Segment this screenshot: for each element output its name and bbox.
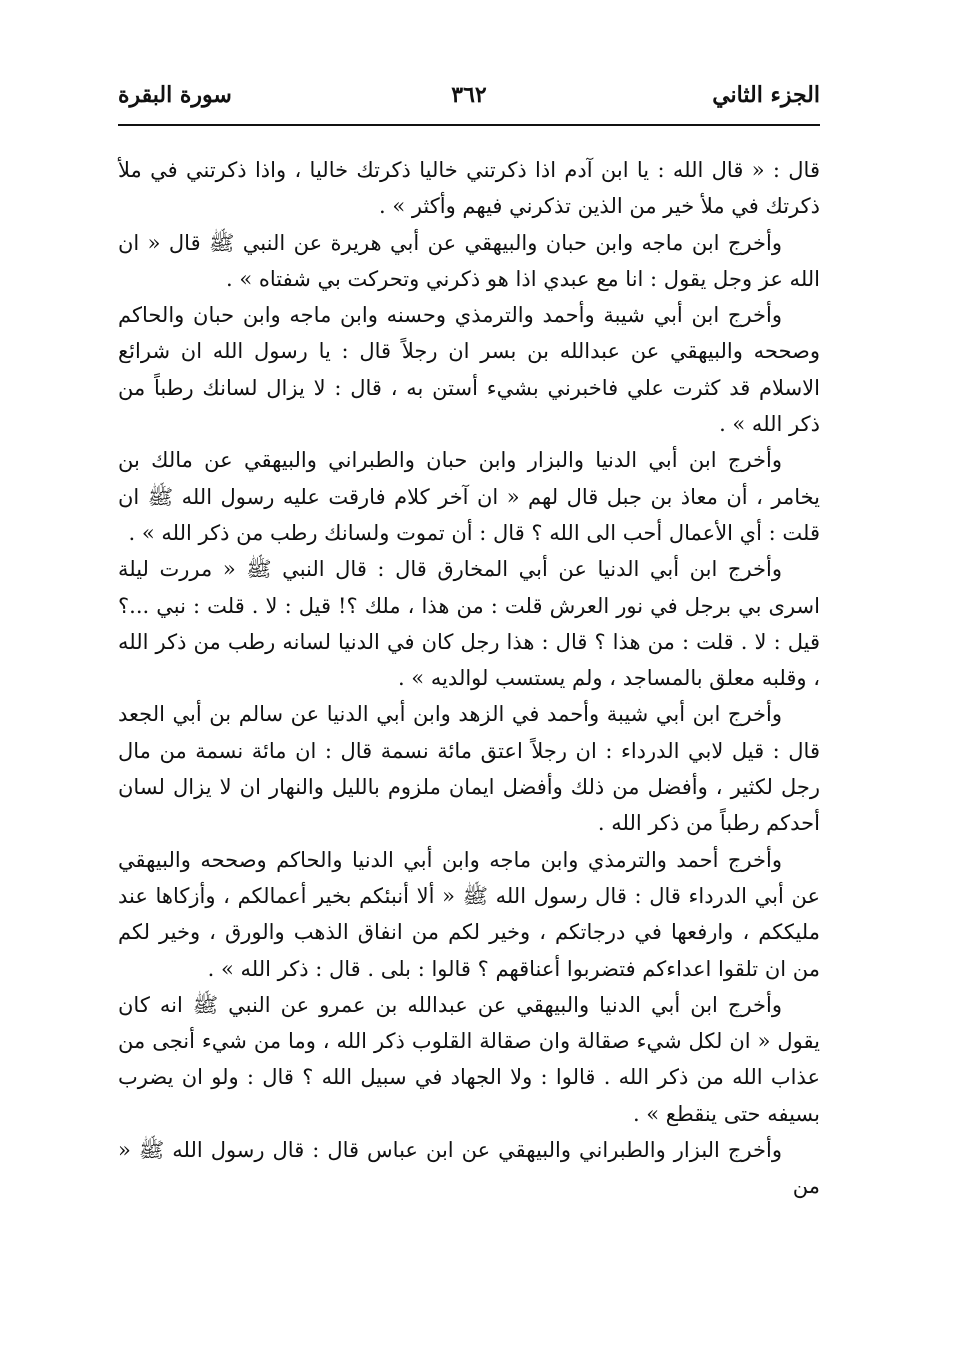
surah-title: سورة البقرة (118, 82, 232, 108)
header-divider (118, 124, 820, 126)
paragraph: وأخرج ابن أبي الدنيا والبيهقي عن عبدالله بن عمرو عن النبي ﷺ انه كان يقول « ان لكل شيء صقالة وان صقالة القلوب ذكر الله ، وما من شيء أنجى من عذاب الله من ذكر الله . قالوا : ولا الجهاد في سبيل الله ؟ قال : ولو ان يضرب بسيفه حتى ينقطع » . (118, 992, 820, 1126)
paragraph: وأخرج ابن أبي الدنيا عن أبي المخارق قال : قال النبي ﷺ « مررت ليلة اسرى بي برجل في نور العرش قلت : من هذا ، ملك ؟! قيل : لا . قلت : نبي ...؟ قيل : لا . قلت : من هذا ؟ قال : هذا رجل كان في الدنيا لسانه رطب من ذكر الله ، وقلبه معلق بالمساجد ، ولم يستسب لوالديه » . (118, 557, 820, 691)
paragraph: وأخرج أحمد والترمذي وابن ماجه وابن أبي الدنيا والحاكم وصححه والبيهقي عن أبي الدرداء قال : قال رسول الله ﷺ « ألا أنبئكم بخير أعمالكم ، وأزكاها عند مليككم ، وارفعها في درجاتكم ، وخير لكم من انفاق الذهب والورق ، وخير لكم من ان تلقوا اعداءكم فتضربوا أعناقهم ؟ قالوا : بلى . قال : ذكر الله » . (118, 847, 820, 981)
paragraph: وأخرج ابن أبي الدنيا والبزار وابن حبان والطبراني والبيهقي عن مالك بن يخامر ، أن معاذ بن جبل قال لهم « ان آخر كلام فارقت عليه رسول الله ﷺ ان قلت : أي الأعمال أحب الى الله ؟ قال : أن تموت ولسانك رطب من ذكر الله » . (118, 448, 820, 545)
paragraph: وأخرج ابن ماجه وابن حبان والبيهقي عن أبي هريرة عن النبي ﷺ قال « ان الله عز وجل يقول : انا مع عبدي اذا هو ذكرني وتحركت بي شفتاه » . (118, 230, 820, 291)
paragraph: وأخرج ابن أبي شيبة وأحمد في الزهد وابن أبي الدنيا عن سالم بن أبي الجعد قال : قيل لابي الدرداء : ان رجلاً اعتق مائة نسمة قال : ان مائة نسمة من مال رجل لكثير ، وأفضل من ذلك وأفضل ايمان ملزوم بالليل والنهار ان لا يزال لسان أحدكم رطباً من ذكر الله . (118, 702, 820, 836)
page-body (118, 152, 820, 1205)
paragraph: قال : « قال الله : يا ابن آدم اذا ذكرتني خاليا ذكرتك خاليا ، واذا ذكرتني في ملأ ذكرتك في ملأ خير من الذين تذكرني فيهم وأكثر » . (118, 158, 820, 219)
part-title: الجزء الثاني (712, 82, 820, 108)
page-number: ٣٦٢ (451, 82, 487, 108)
paragraph: وأخرج ابن أبي شيبة وأحمد والترمذي وحسنه وابن ماجه وابن حبان والحاكم وصححه والبيهقي عن عبدالله بن بسر ان رجلاً قال : يا رسول الله ان شرائع الاسلام قد كثرت علي فاخبرني بشيء أستن به ، قال : لا يزال لسانك رطباً من ذكر الله » . (118, 303, 820, 437)
page-header (118, 78, 820, 120)
paragraph: وأخرج البزار والطبراني والبيهقي عن ابن عباس قال : قال رسول الله ﷺ « من (118, 1138, 820, 1199)
